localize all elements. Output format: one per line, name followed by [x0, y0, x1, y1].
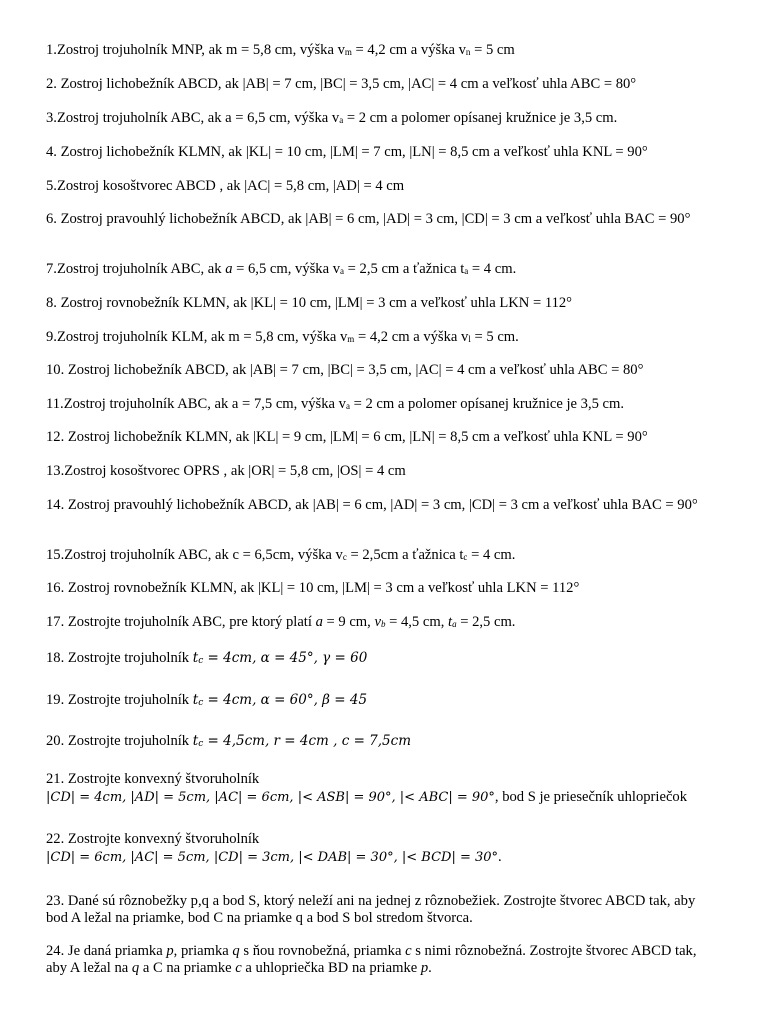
task-15: 15.Zostroj trojuholník ABC, ak c = 6,5cm, výška vc = 2,5cm a ťažnica tc = 4 cm. — [46, 547, 516, 563]
task-23: 23. Dané sú rôznobežky p,q a bod S, ktorý neleží ani na jednej z rôznobežiek. Zostrojte štvorec ABCD tak, aby bod A ležal na priamke, bod C na priamke q a bod S bol stredom štvorca. — [46, 893, 696, 926]
task-17: 17. Zostrojte trojuholník ABC, pre ktorý platí a = 9 cm, vb = 4,5 cm, ta = 2,5 cm. — [46, 614, 516, 630]
task-21: 21. Zostrojte konvexný štvoruholník |CD| = 4cm, |AD| = 5cm, |AC| = 6cm, |< ASB| = 90°, |< ABC| = 90°, bod S je priesečník uhlopriečok — [46, 771, 688, 805]
task-14: 14. Zostroj pravouhlý lichobežník ABCD, ak |AB| = 6 cm, |AD| = 3 cm, |CD| = 3 cm a veľkosť uhla BAC = 90° — [46, 497, 698, 513]
task-18: 18. Zostrojte trojuholník tc = 4cm, α = 45°, γ = 60 — [46, 650, 368, 666]
formula: |CD| = 4cm, |AD| = 5cm, |AC| = 6cm, |< ASB| = 90°, |< ABC| = 90° — [46, 790, 495, 805]
task-10: 10. Zostroj lichobežník ABCD, ak |AB| = 7 cm, |BC| = 3,5 cm, |AC| = 4 cm a veľkosť uhla ABC = 80° — [46, 362, 644, 378]
task-7: 7.Zostroj trojuholník ABC, ak a = 6,5 cm, výška va = 2,5 cm a ťažnica ta = 4 cm. — [46, 261, 517, 277]
formula: tc = 4,5cm, r = 4cm , c = 7,5cm — [192, 733, 412, 749]
task-19: 19. Zostrojte trojuholník tc = 4cm, α = 60°, β = 45 — [46, 692, 368, 708]
task-9: 9.Zostroj trojuholník KLM, ak m = 5,8 cm, výška vm = 4,2 cm a výška vl = 5 cm. — [46, 329, 519, 345]
task-11: 11.Zostroj trojuholník ABC, ak a = 7,5 cm, výška va = 2 cm a polomer opísanej kružnice je 3,5 cm. — [46, 396, 625, 412]
task-1: 1.Zostroj trojuholník MNP, ak m = 5,8 cm, výška vm = 4,2 cm a výška vn = 5 cm — [46, 42, 515, 58]
formula: tc = 4cm, α = 60°, β = 45 — [192, 692, 368, 708]
task-22: 22. Zostrojte konvexný štvoruholník |CD| = 6cm, |AC| = 5cm, |CD| = 3cm, |< DAB| = 30°, |< BCD| = 30°. — [46, 831, 502, 865]
formula: |CD| = 6cm, |AC| = 5cm, |CD| = 3cm, |< DAB| = 30°, |< BCD| = 30° — [46, 850, 499, 865]
task-6: 6. Zostroj pravouhlý lichobežník ABCD, ak |AB| = 6 cm, |AD| = 3 cm, |CD| = 3 cm a veľkosť uhla BAC = 90° — [46, 211, 691, 227]
task-2: 2. Zostroj lichobežník ABCD, ak |AB| = 7 cm, |BC| = 3,5 cm, |AC| = 4 cm a veľkosť uhla ABC = 80° — [46, 76, 637, 92]
task-16: 16. Zostroj rovnobežník KLMN, ak |KL| = 10 cm, |LM| = 3 cm a veľkosť uhla LKN = 112° — [46, 580, 580, 596]
task-8: 8. Zostroj rovnobežník KLMN, ak |KL| = 10 cm, |LM| = 3 cm a veľkosť uhla LKN = 112° — [46, 295, 573, 311]
formula: tc = 4cm, α = 45°, γ = 60 — [192, 650, 368, 666]
task-12: 12. Zostroj lichobežník KLMN, ak |KL| = 9 cm, |LM| = 6 cm, |LN| = 8,5 cm a veľkosť uhla KNL = 90° — [46, 429, 648, 445]
task-3: 3.Zostroj trojuholník ABC, ak a = 6,5 cm, výška va = 2 cm a polomer opísanej kružnice je 3,5 cm. — [46, 110, 618, 126]
task-20: 20. Zostrojte trojuholník tc = 4,5cm, r = 4cm , c = 7,5cm — [46, 733, 412, 749]
task-24: 24. Je daná priamka p, priamka q s ňou rovnobežná, priamka c s nimi rôznobežná. Zostrojte štvorec ABCD tak, aby A ležal na q a C na priamke c a uhlopriečka BD na priamke p. — [46, 943, 697, 976]
task-4: 4. Zostroj lichobežník KLMN, ak |KL| = 10 cm, |LM| = 7 cm, |LN| = 8,5 cm a veľkosť uhla KNL = 90° — [46, 144, 648, 160]
task-5: 5.Zostroj kosoštvorec ABCD , ak |AC| = 5,8 cm, |AD| = 4 cm — [46, 178, 405, 194]
task-13: 13.Zostroj kosoštvorec OPRS , ak |OR| = 5,8 cm, |OS| = 4 cm — [46, 463, 406, 479]
